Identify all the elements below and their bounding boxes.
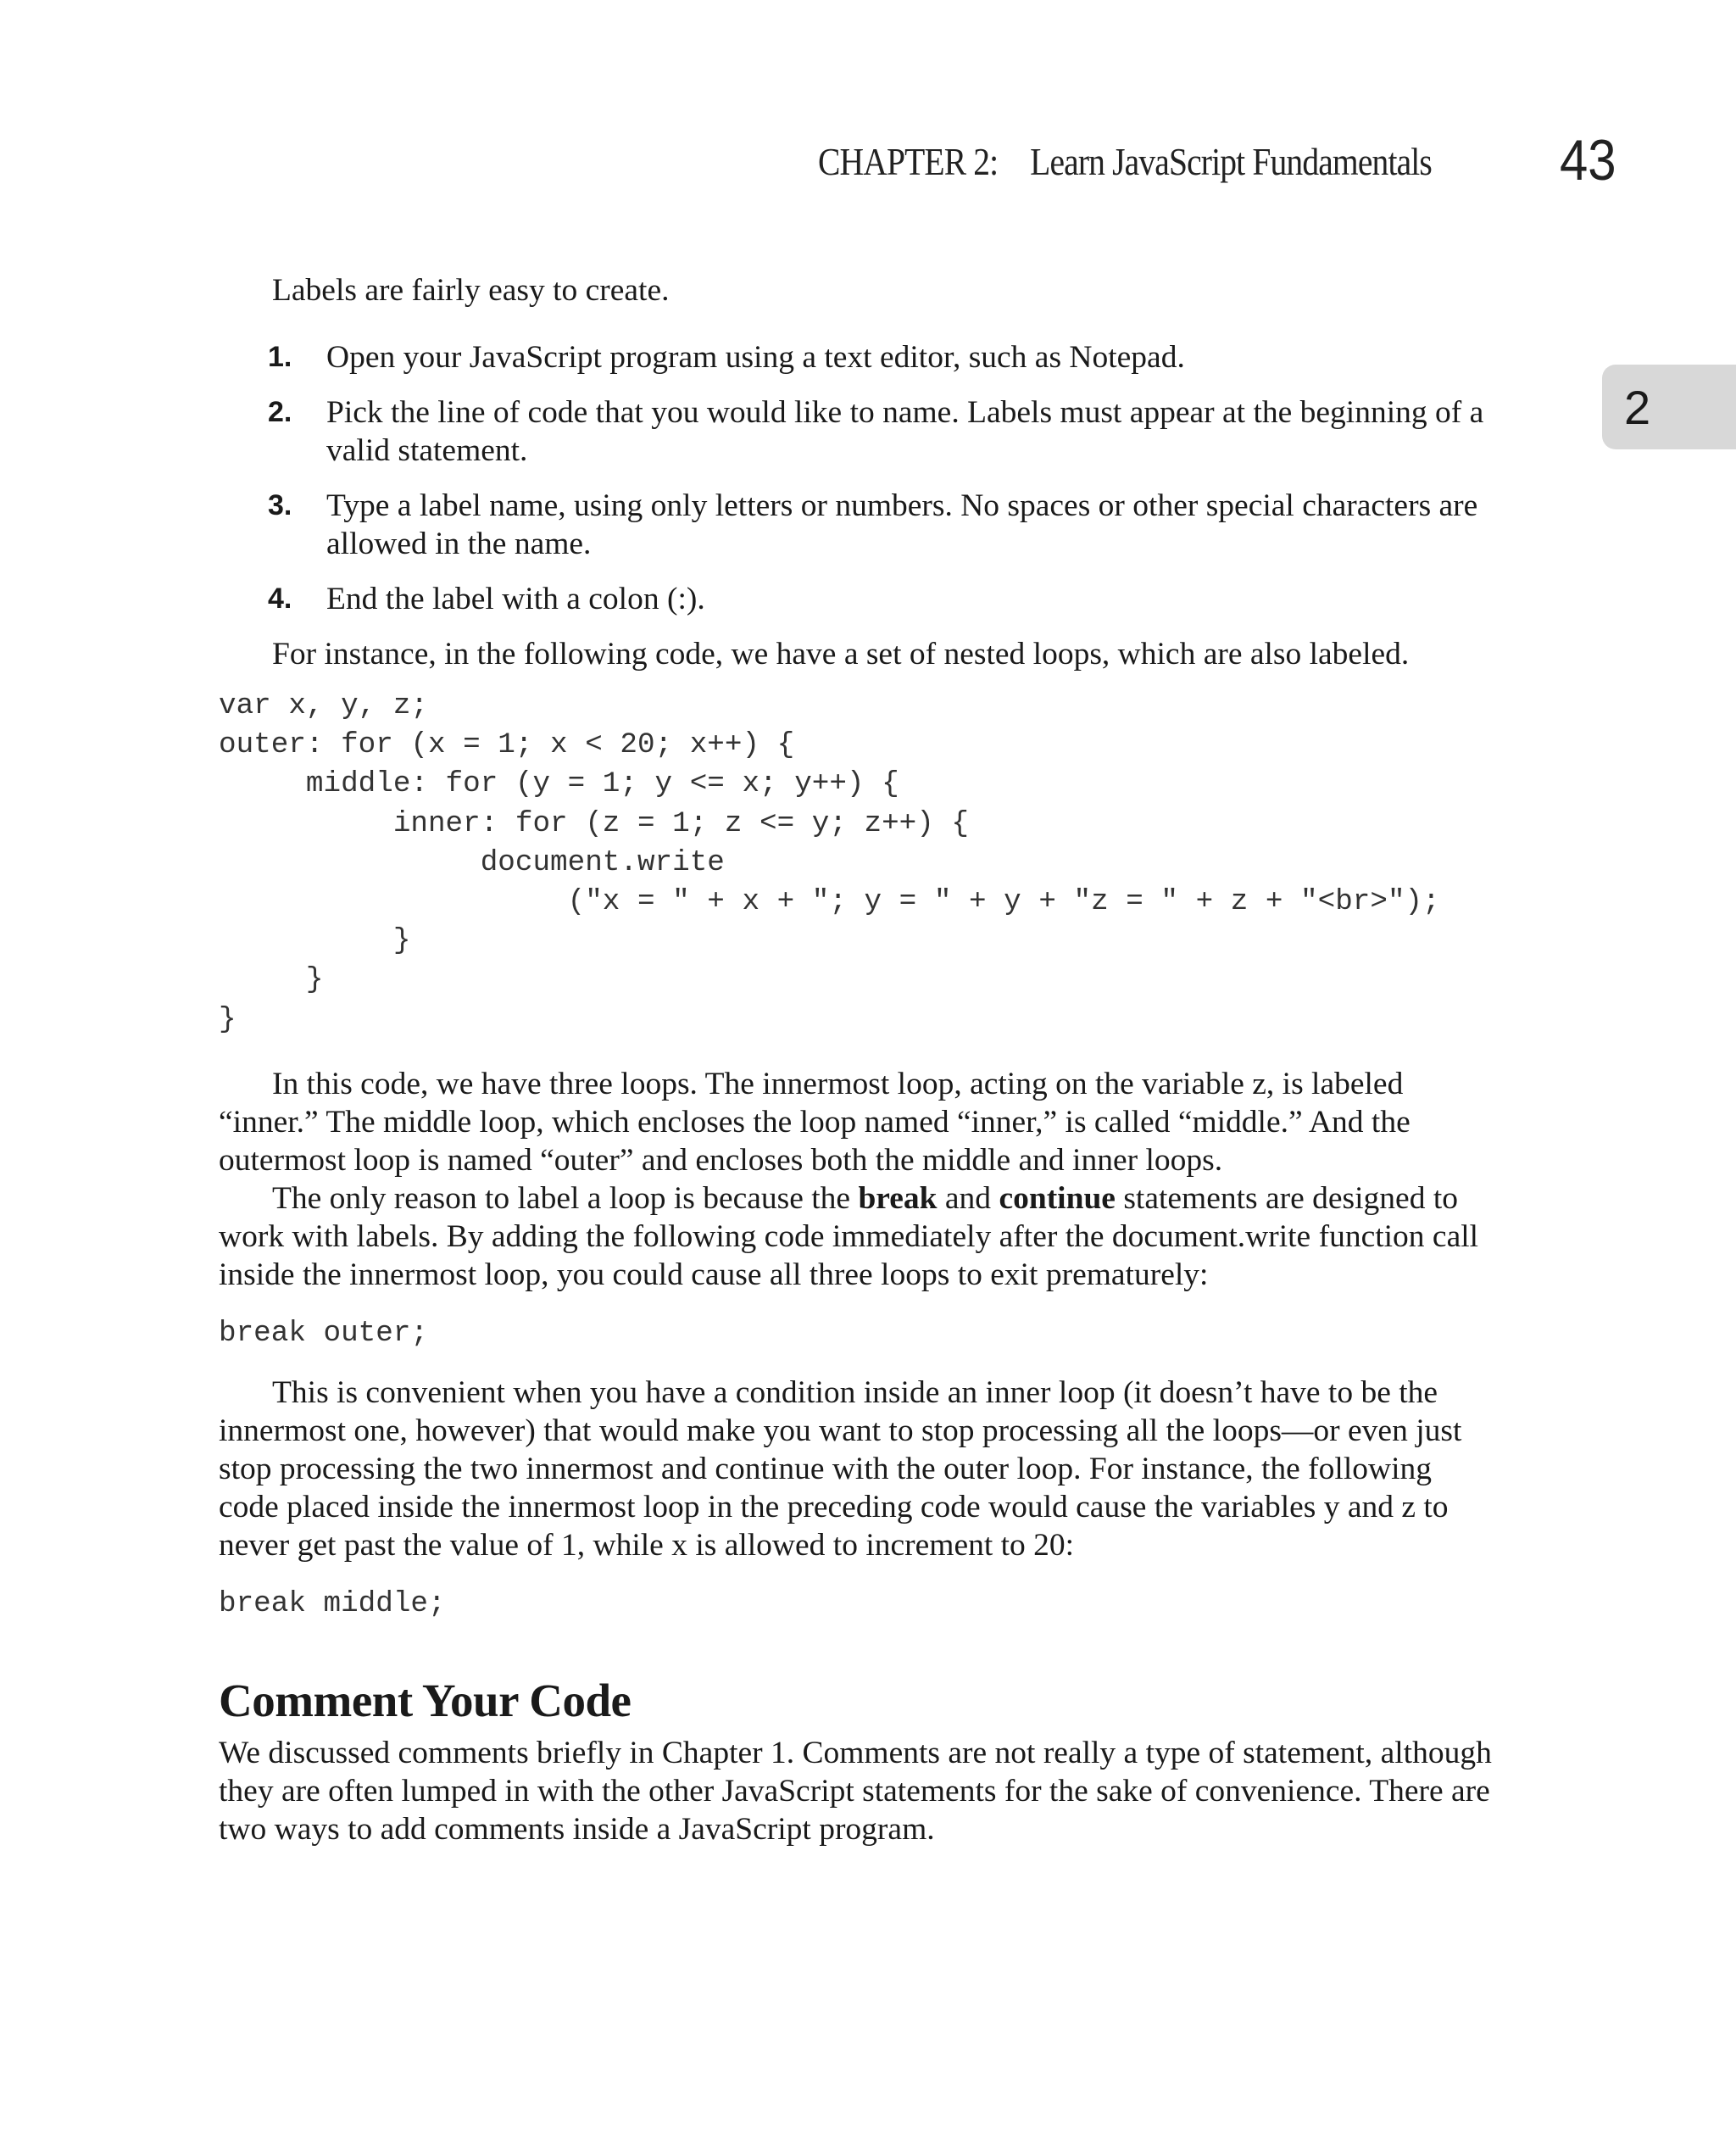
step-number: 2. — [268, 396, 292, 428]
steps-list — [219, 338, 1499, 618]
step-text: Type a label name, using only letters or numbers. No spaces or other special characters are allowed in the name. — [326, 488, 1478, 561]
chapter-label: CHAPTER 2: — [818, 140, 999, 183]
reason-text: The only reason to label a loop is because the — [272, 1180, 859, 1216]
step-number: 3. — [268, 489, 292, 521]
page-number: 43 — [1560, 128, 1616, 192]
chapter-thumb-tab — [1602, 365, 1736, 449]
list-item — [219, 487, 1499, 563]
page-content — [219, 271, 1499, 1848]
running-head — [818, 127, 1666, 195]
explain-paragraph: In this code, we have three loops. The innermost loop, acting on the variable z, is labeled “inner.” The middle loop, which encloses the loop named “inner,” is called “middle.” And the outermost loop is named “outer” and encloses both the middle and inner loops. — [219, 1066, 1410, 1178]
thumb-tab-number: 2 — [1624, 380, 1651, 434]
nested-intro-paragraph: For instance, in the following code, we have a set of nested loops, which are also labeled. — [272, 637, 1410, 672]
reason-text: statements are designed to work with labels. By adding the following code immediately after the document.write function call inside the innermost loop, you could cause all three loops to exit prematurely: — [219, 1180, 1479, 1292]
step-text: End the label with a colon (:). — [326, 582, 705, 616]
break-keyword: break — [858, 1180, 938, 1216]
list-item — [219, 338, 1499, 376]
chapter-title — [818, 139, 1432, 184]
section-paragraph: We discussed comments briefly in Chapter 1. Comments are not really a type of statement, although they are often lumped in with the other JavaScript statements for the sake of convenience. There are two ways to add comments inside a JavaScript program. — [219, 1736, 1492, 1848]
list-item — [219, 393, 1499, 470]
step-text: Pick the line of code that you would like to name. Labels must appear at the beginning of a valid statement. — [326, 395, 1484, 468]
step-number: 4. — [268, 582, 292, 615]
code-block-break-outer: break outer; — [219, 1316, 428, 1350]
intro-paragraph: Labels are fairly easy to create. — [272, 273, 670, 308]
convenient-paragraph: This is convenient when you have a condition inside an inner loop (it doesn’t have to be the innermost one, however) that would make you want to stop processing all the loops—or even just stop processing the two innermost and continue with the outer loop. For instance, the following code placed inside the innermost loop in the preceding code would cause the variables y and z to never get past the value of 1, while x is allowed to increment to 20: — [219, 1375, 1462, 1564]
continue-keyword: continue — [999, 1180, 1116, 1216]
code-block-nested-loops: var x, y, z; outer: for (x = 1; x < 20; x++) { middle: for (y = 1; y <= x; y++) { inner: for (z = 1; z <= y; z++) { document.write ("x = " + x + "; y = " + y + "z = " + z + "<br>"); } } } — [219, 689, 1440, 1036]
reason-text: and — [937, 1180, 999, 1216]
step-number: 1. — [268, 341, 292, 373]
chapter-name: Learn JavaScript Fundamentals — [1030, 140, 1432, 183]
code-block-break-middle: break middle; — [219, 1587, 446, 1621]
section-heading: Comment Your Code — [219, 1675, 632, 1727]
step-text: Open your JavaScript program using a text editor, such as Notepad. — [326, 340, 1185, 375]
list-item — [219, 580, 1499, 618]
reason-paragraph — [219, 1179, 1499, 1294]
